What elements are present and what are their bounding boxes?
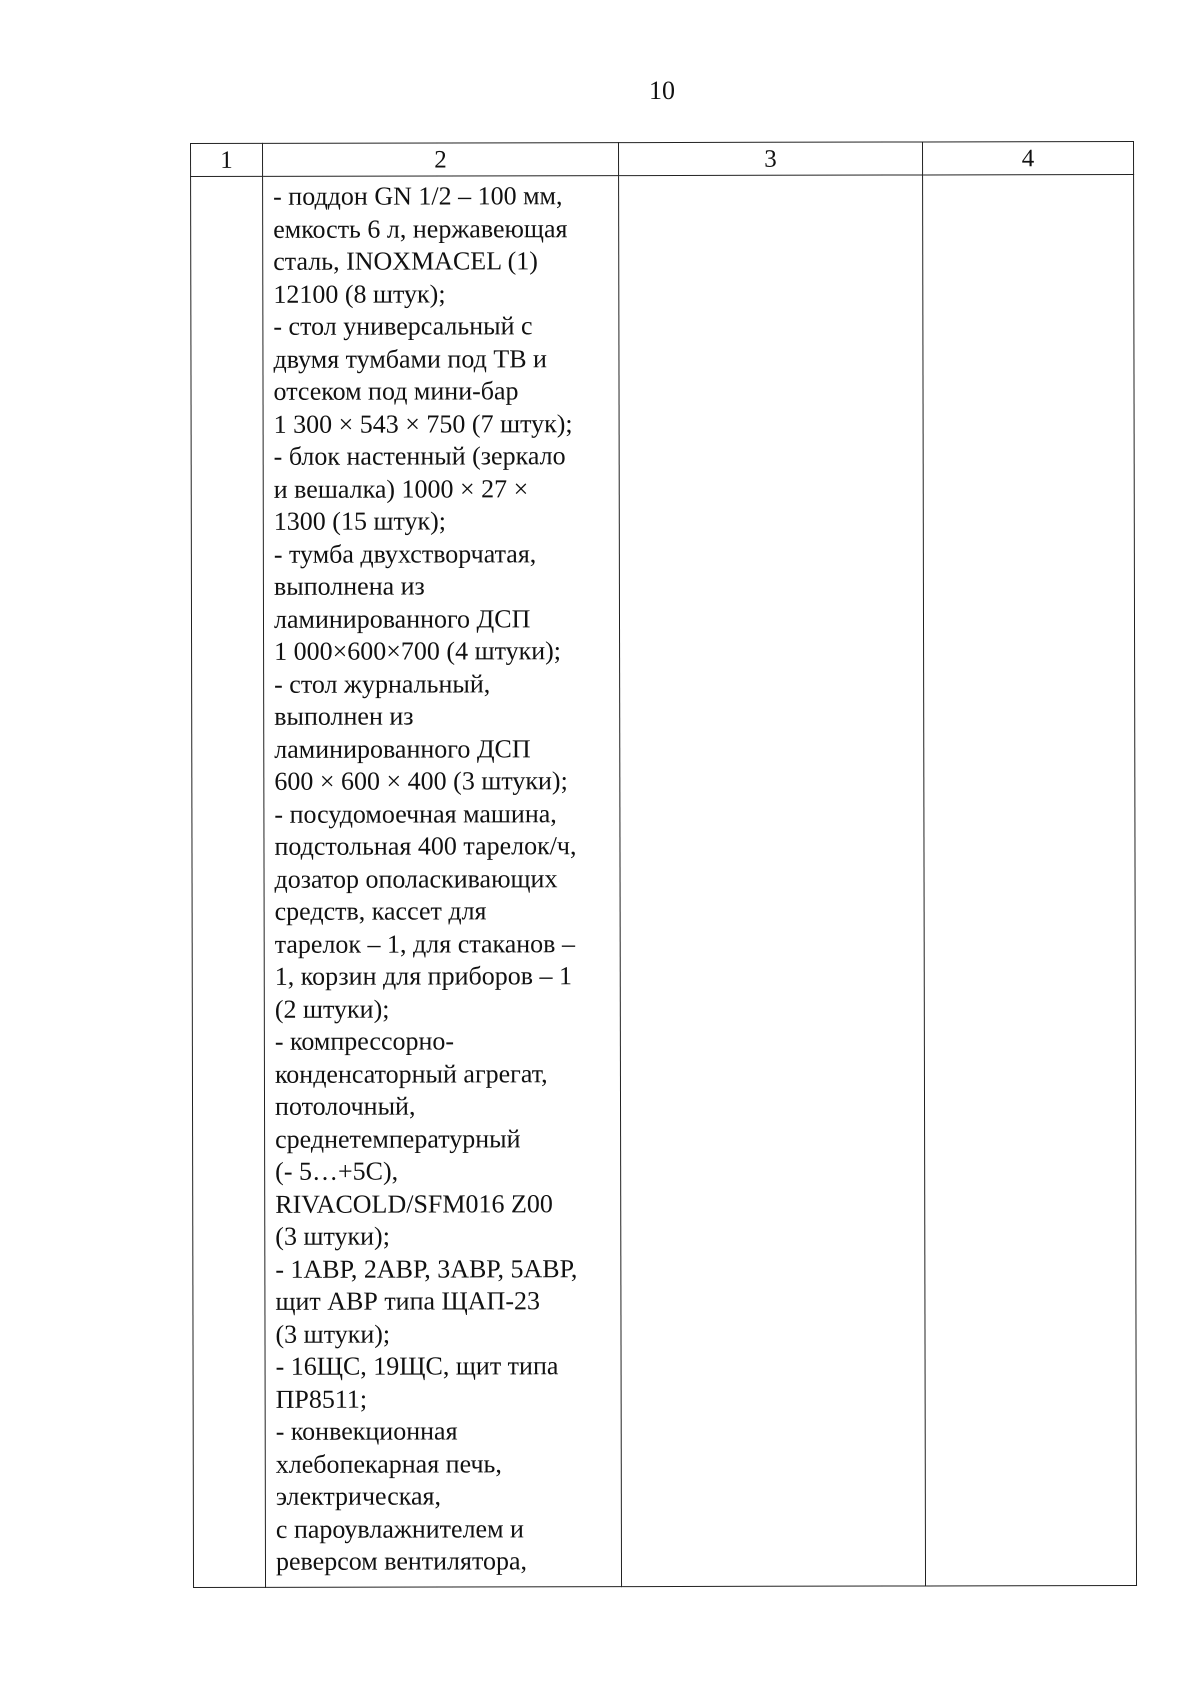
cell-col-4 [923, 175, 1137, 1586]
table-header-row [191, 142, 1134, 177]
description-line: 1 000×600×700 (4 штуки); [274, 636, 562, 666]
description-line: выполнена из [273, 571, 425, 601]
description-line: - 1АВР, 2АВР, 3АВР, 5АВР, [275, 1253, 578, 1284]
description-line: 1300 (15 штук); [273, 506, 447, 536]
description-line: конденсаторный агрегат, [274, 1058, 548, 1089]
equipment-table [190, 141, 1137, 1588]
description-line: электрическая, [275, 1481, 442, 1511]
description-line: 1 300 × 543 × 750 (7 штук); [273, 408, 573, 439]
header-col-2: 2 [263, 143, 619, 177]
description-line: щит АВР типа ЩАП-23 [275, 1286, 541, 1316]
description-line: 600 × 600 × 400 (3 штуки); [274, 766, 568, 796]
description-line: хлебопекарная печь, [275, 1448, 502, 1479]
description-line: реверсом вентилятора, [275, 1546, 528, 1576]
description-line: дозатор ополаскивающих [274, 863, 558, 894]
description-line: средств, кассет для [274, 896, 487, 926]
description-line: двумя тумбами под ТВ и [273, 343, 547, 374]
description-line: - стол универсальный с [273, 311, 533, 341]
description-line: 1, корзин для приборов – 1 [274, 961, 573, 991]
description-line: - поддон GN 1/2 – 100 мм, [273, 181, 563, 211]
cell-col-3 [619, 175, 926, 1587]
header-col-4: 4 [922, 142, 1133, 175]
cell-col-2-description [263, 176, 622, 1588]
description-line: емкость 6 л, нержавеющая [273, 213, 568, 244]
description-line: (- 5…+5С), [275, 1156, 399, 1186]
header-col-3: 3 [619, 142, 923, 176]
description-line: тарелок – 1, для стаканов – [274, 928, 575, 959]
description-line: выполнен из [274, 701, 414, 731]
description-line: - посудомоечная машина, [274, 798, 557, 829]
description-line: - конвекционная [275, 1416, 458, 1446]
description-line: ламинированного ДСП [273, 603, 531, 634]
description-line: (3 штуки); [275, 1221, 390, 1251]
description-line: отсеком под мини-бар [273, 376, 519, 406]
description-line: RIVACOLD/SFM016 Z00 [275, 1188, 553, 1219]
description-line: и вешалка) 1000 × 27 × [273, 473, 529, 504]
description-line: (2 штуки); [274, 994, 390, 1024]
description-line: ПР8511; [275, 1384, 368, 1414]
description-line: ламинированного ДСП [274, 733, 531, 764]
header-col-1: 1 [191, 143, 263, 176]
description-line: потолочный, [274, 1091, 416, 1121]
description-line: (3 штуки); [275, 1319, 391, 1349]
table-row [191, 175, 1137, 1588]
description-line: - компрессорно- [274, 1026, 455, 1056]
description-line: - 16ЩС, 19ЩС, щит типа [275, 1351, 559, 1381]
cell-col-1 [191, 176, 266, 1587]
description-line: среднетемпературный [275, 1123, 521, 1154]
description-line: с пароувлажнителем и [275, 1513, 524, 1544]
page-number: 10 [649, 76, 675, 105]
description-line: сталь, INOXMACEL (1) [273, 246, 538, 276]
description-line: - блок настенный (зеркало [273, 441, 566, 471]
description-line: подстольная 400 тарелок/ч, [274, 831, 577, 861]
description-line: 12100 (8 штук); [273, 278, 446, 309]
description-line: - тумба двухстворчатая, [273, 538, 537, 569]
description-line: - стол журнальный, [274, 668, 491, 699]
